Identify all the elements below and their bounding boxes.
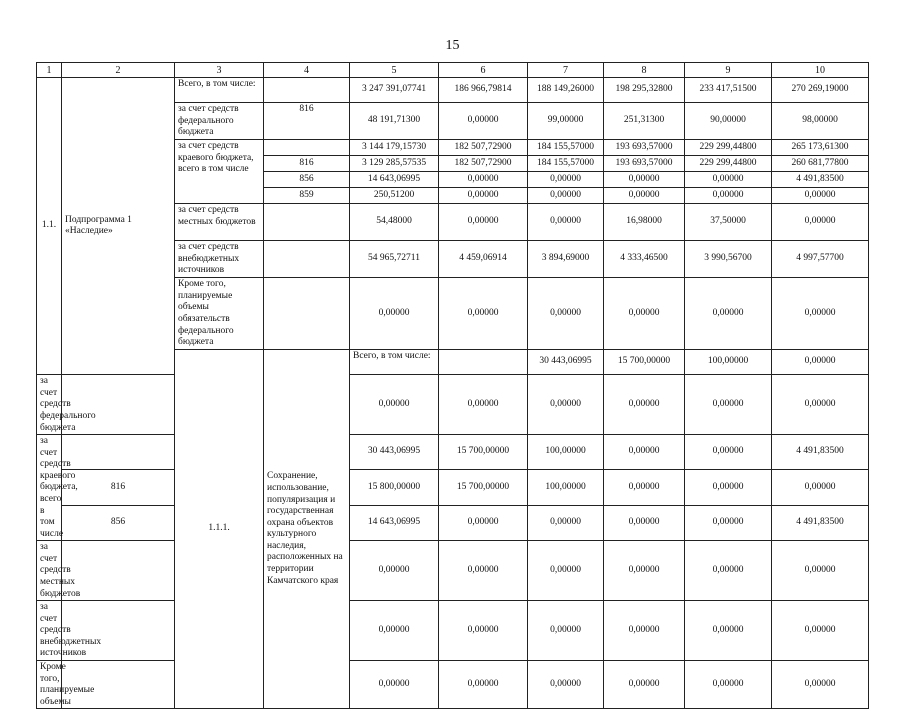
value-cell: 0,00000	[772, 278, 869, 350]
value-cell: 193 693,57000	[604, 140, 685, 156]
value-cell: 15 800,00000	[350, 470, 439, 505]
funding-source-label: за счет средств краевого бюджета, всего в том числе	[175, 140, 264, 204]
value-cell: 16,98000	[604, 204, 685, 241]
value-cell: 100,00000	[685, 350, 772, 375]
value-cell: 251,31300	[604, 103, 685, 140]
code-cell: 816	[62, 470, 175, 505]
column-header: 10	[772, 63, 869, 78]
value-cell: 0,00000	[685, 505, 772, 540]
table-row	[37, 78, 869, 103]
value-cell: 0,00000	[350, 375, 439, 435]
value-cell: 0,00000	[772, 375, 869, 435]
value-cell: 4 333,46500	[604, 241, 685, 278]
value-cell: 14 643,06995	[350, 505, 439, 540]
value-cell: 30 443,06995	[350, 435, 439, 470]
value-cell: 193 693,57000	[604, 156, 685, 172]
funding-source-label: за счет средств краевого бюджета, всего в том числе	[37, 435, 62, 541]
funding-source-label: Кроме того, планируемые объемы обязательств федерального бюджета	[175, 278, 264, 350]
value-cell: 0,00000	[685, 541, 772, 601]
funding-source-label: Всего, в том числе:	[175, 78, 264, 103]
funding-source-label: за счет средств местных бюджетов	[37, 541, 62, 601]
value-cell: 0,00000	[604, 505, 685, 540]
value-cell: 54 965,72711	[350, 241, 439, 278]
value-cell: 0,00000	[685, 278, 772, 350]
value-cell: 0,00000	[350, 661, 439, 709]
code-cell	[264, 204, 350, 241]
value-cell: 3 144 179,15730	[350, 140, 439, 156]
value-cell: 37,50000	[685, 204, 772, 241]
code-cell: 859	[264, 188, 350, 204]
code-cell	[264, 278, 350, 350]
value-cell: 15 700,00000	[439, 470, 528, 505]
value-cell: 0,00000	[772, 188, 869, 204]
value-cell: 0,00000	[528, 188, 604, 204]
program-name: Подпрограмма 1 «Наследие»	[62, 78, 175, 375]
value-cell: 0,00000	[772, 601, 869, 661]
value-cell: 100,00000	[528, 435, 604, 470]
value-cell: 0,00000	[772, 661, 869, 709]
value-cell: 0,00000	[604, 278, 685, 350]
value-cell: 0,00000	[772, 204, 869, 241]
funding-source-label: за счет средств местных бюджетов	[175, 204, 264, 241]
table-row	[37, 435, 869, 470]
value-cell: 0,00000	[439, 278, 528, 350]
column-header: 6	[439, 63, 528, 78]
code-cell	[439, 350, 528, 375]
code-cell: 856	[264, 172, 350, 188]
value-cell: 0,00000	[685, 435, 772, 470]
value-cell: 229 299,44800	[685, 156, 772, 172]
value-cell: 3 990,56700	[685, 241, 772, 278]
row-number: 1.1.1.	[175, 350, 264, 709]
value-cell: 0,00000	[528, 601, 604, 661]
funding-source-label: за счет средств федерального бюджета	[175, 103, 264, 140]
column-header: 3	[175, 63, 264, 78]
value-cell: 99,00000	[528, 103, 604, 140]
table-row	[37, 505, 869, 540]
table-row	[37, 470, 869, 505]
table-row	[37, 375, 869, 435]
value-cell: 182 507,72900	[439, 156, 528, 172]
value-cell: 0,00000	[439, 204, 528, 241]
value-cell: 0,00000	[685, 375, 772, 435]
value-cell: 186 966,79814	[439, 78, 528, 103]
value-cell: 0,00000	[604, 435, 685, 470]
value-cell: 0,00000	[439, 601, 528, 661]
value-cell: 0,00000	[604, 470, 685, 505]
table-row	[37, 541, 869, 601]
header-row	[37, 63, 869, 78]
code-cell: 856	[62, 505, 175, 540]
table-row	[37, 601, 869, 661]
value-cell: 0,00000	[439, 375, 528, 435]
value-cell: 0,00000	[772, 350, 869, 375]
value-cell: 4 459,06914	[439, 241, 528, 278]
value-cell: 0,00000	[685, 172, 772, 188]
value-cell: 265 173,61300	[772, 140, 869, 156]
code-cell: 816	[264, 156, 350, 172]
value-cell: 182 507,72900	[439, 140, 528, 156]
value-cell: 250,51200	[350, 188, 439, 204]
value-cell: 0,00000	[604, 601, 685, 661]
budget-table	[36, 62, 869, 709]
value-cell: 0,00000	[439, 103, 528, 140]
code-cell	[264, 140, 350, 156]
value-cell: 0,00000	[350, 541, 439, 601]
value-cell: 48 191,71300	[350, 103, 439, 140]
value-cell: 0,00000	[439, 505, 528, 540]
code-cell	[62, 375, 175, 435]
value-cell: 0,00000	[604, 172, 685, 188]
value-cell: 0,00000	[439, 661, 528, 709]
value-cell: 0,00000	[528, 661, 604, 709]
value-cell: 0,00000	[685, 188, 772, 204]
code-cell	[62, 435, 175, 470]
funding-source-label: Кроме того, планируемые объемы	[37, 661, 62, 709]
value-cell: 0,00000	[604, 188, 685, 204]
value-cell: 188 149,26000	[528, 78, 604, 103]
code-cell: 816	[264, 103, 350, 140]
value-cell: 184 155,57000	[528, 156, 604, 172]
column-header: 8	[604, 63, 685, 78]
value-cell: 15 700,00000	[604, 350, 685, 375]
code-cell	[264, 241, 350, 278]
value-cell: 14 643,06995	[350, 172, 439, 188]
value-cell: 0,00000	[528, 541, 604, 601]
value-cell: 0,00000	[604, 375, 685, 435]
value-cell: 3 894,69000	[528, 241, 604, 278]
value-cell: 270 269,19000	[772, 78, 869, 103]
column-header: 9	[685, 63, 772, 78]
column-header: 5	[350, 63, 439, 78]
value-cell: 0,00000	[528, 278, 604, 350]
value-cell: 0,00000	[439, 172, 528, 188]
value-cell: 4 491,83500	[772, 505, 869, 540]
column-header: 2	[62, 63, 175, 78]
value-cell: 0,00000	[350, 601, 439, 661]
value-cell: 0,00000	[604, 661, 685, 709]
table-row	[37, 661, 869, 709]
value-cell: 0,00000	[528, 505, 604, 540]
value-cell: 0,00000	[528, 375, 604, 435]
funding-source-label: Всего, в том числе:	[350, 350, 439, 375]
value-cell: 0,00000	[439, 188, 528, 204]
value-cell: 0,00000	[685, 601, 772, 661]
value-cell: 15 700,00000	[439, 435, 528, 470]
value-cell: 4 997,57700	[772, 241, 869, 278]
value-cell: 0,00000	[685, 470, 772, 505]
value-cell: 0,00000	[528, 172, 604, 188]
value-cell: 90,00000	[685, 103, 772, 140]
value-cell: 0,00000	[439, 541, 528, 601]
column-header: 4	[264, 63, 350, 78]
value-cell: 54,48000	[350, 204, 439, 241]
value-cell: 260 681,77800	[772, 156, 869, 172]
page-number: 15	[445, 38, 460, 53]
value-cell: 30 443,06995	[528, 350, 604, 375]
value-cell: 4 491,83500	[772, 435, 869, 470]
program-name: Сохранение, использование, популяризация и государственная охрана объектов культурного наследия, расположенных на территории Камчатского края	[264, 350, 350, 709]
value-cell: 3 247 391,07741	[350, 78, 439, 103]
value-cell: 184 155,57000	[528, 140, 604, 156]
value-cell: 0,00000	[604, 541, 685, 601]
code-cell	[264, 78, 350, 103]
value-cell: 0,00000	[350, 278, 439, 350]
column-header: 7	[528, 63, 604, 78]
value-cell: 0,00000	[528, 204, 604, 241]
value-cell: 198 295,32800	[604, 78, 685, 103]
funding-source-label: за счет средств федерального бюджета	[37, 375, 62, 435]
value-cell: 0,00000	[772, 470, 869, 505]
funding-source-label: за счет средств внебюджетных источников	[175, 241, 264, 278]
value-cell: 98,00000	[772, 103, 869, 140]
value-cell: 100,00000	[528, 470, 604, 505]
value-cell: 0,00000	[685, 661, 772, 709]
row-number: 1.1.	[37, 78, 62, 375]
funding-source-label: за счет средств внебюджетных источников	[37, 601, 62, 661]
value-cell: 3 129 285,57535	[350, 156, 439, 172]
value-cell: 233 417,51500	[685, 78, 772, 103]
value-cell: 4 491,83500	[772, 172, 869, 188]
column-header: 1	[37, 63, 62, 78]
value-cell: 0,00000	[772, 541, 869, 601]
value-cell: 229 299,44800	[685, 140, 772, 156]
